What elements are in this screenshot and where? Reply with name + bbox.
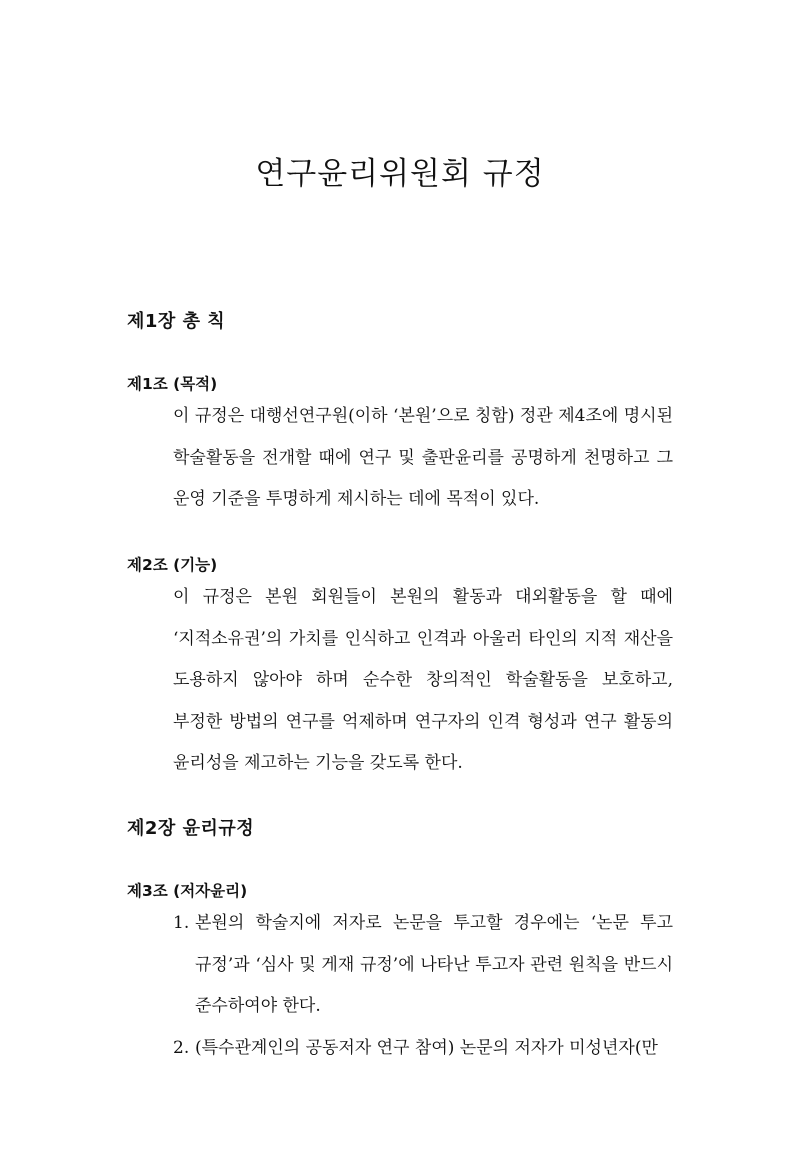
chapter-1-heading: 제1장 총 칙 <box>127 311 226 332</box>
article-3-item-1 <box>173 903 673 1028</box>
document-title: 연구윤리위원회 규정 <box>255 156 545 192</box>
list-text: 본원의 학술지에 저자로 논문을 투고할 경우에는 ‘논문 투고 규정’과 ‘심사 및 게재 규정’에 나타난 투고자 관련 원칙을 반드시 준수하여야 한다. <box>195 913 673 1016</box>
article-3-heading: 제3조 (저자윤리) <box>127 882 248 900</box>
article-3-item-2 <box>173 1028 673 1070</box>
list-text: (특수관계인의 공동저자 연구 참여) 논문의 저자가 미성년자(만 <box>195 1038 658 1058</box>
article-1-heading: 제1조 (목적) <box>127 375 218 393</box>
article-2-heading: 제2조 (기능) <box>127 556 218 574</box>
chapter-2-heading: 제2장 윤리규정 <box>127 818 255 839</box>
article-1-text: 이 규정은 대행선연구원(이하 ‘본원’으로 칭함) 정관 제4조에 명시된 학술활동을 전개할 때에 연구 및 출판윤리를 공명하게 천명하고 그 운영 기준을 투명하게 제시하는 데에 목적이 있다. <box>173 406 673 509</box>
list-number: 2. <box>173 1038 190 1058</box>
list-number: 1. <box>173 913 190 933</box>
article-2-text: 이 규정은 본원 회원들이 본원의 활동과 대외활동을 할 때에 ‘지적소유권’의 가치를 인식하고 인격과 아울러 타인의 지적 재산을 도용하지 않아야 하며 순수한 창의적인 학술활동을 보호하고, 부정한 방법의 연구를 억제하며 연구자의 인격 형성과 연구 활동의 윤리성을 제고하는 기능을 갖도록 한다. <box>173 587 673 773</box>
